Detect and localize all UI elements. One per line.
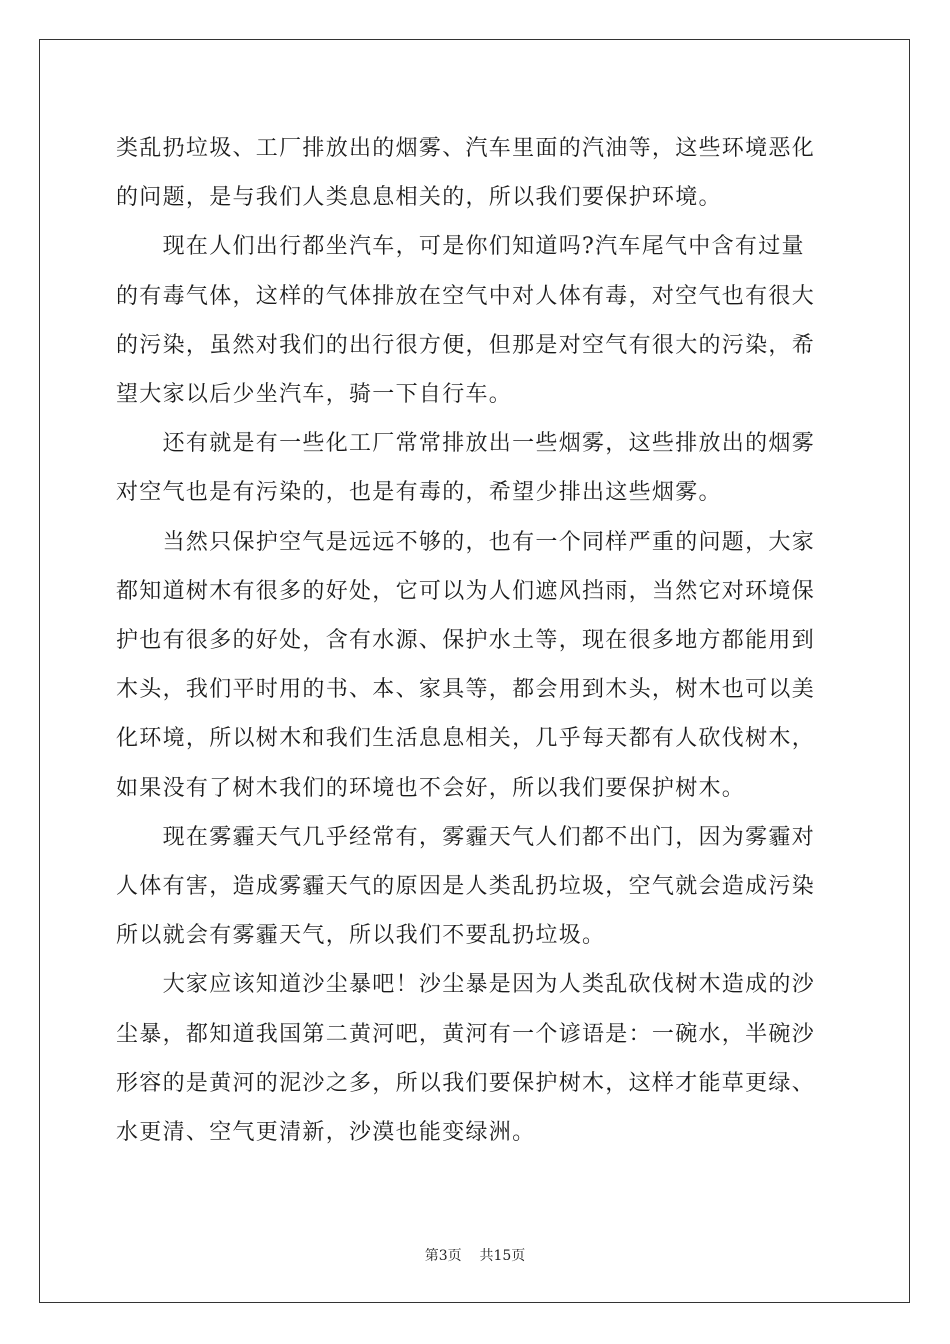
page-number: 第3页 <box>424 1248 462 1264</box>
footer-gap <box>462 1248 480 1264</box>
document-body <box>116 124 834 1157</box>
paragraph: 大家应该知道沙尘暴吧！沙尘暴是因为人类乱砍伐树木造成的沙 尘暴，都知道我国第二黄河吧，黄河有一个谚语是：一碗水，半碗沙 形容的是黄河的泥沙之多，所以我们要保护树木，这样才能草更绿、 水更清、空气更清新，沙漠也能变绿洲。 <box>116 972 816 1146</box>
paragraph: 现在雾霾天气几乎经常有，雾霾天气人们都不出门，因为雾霾对 人体有害，造成雾霾天气的原因是人类乱扔垃圾，空气就会造成污染 所以就会有雾霾天气，所以我们不要乱扔垃圾。 <box>116 824 816 949</box>
paragraph: 现在人们出行都坐汽车，可是你们知道吗?汽车尾气中含有过量 的有毒气体，这样的气体排放在空气中对人体有毒，对空气也有很大 的污染，虽然对我们的出行很方便，但那是对空气有很大的污染，希 望大家以后少坐汽车，骑一下自行车。 <box>116 234 816 408</box>
page-total: 共15页 <box>479 1248 526 1264</box>
paragraph: 当然只保护空气是远远不够的，也有一个同样严重的问题，大家 都知道树木有很多的好处，它可以为人们遮风挡雨，当然它对环境保 护也有很多的好处，含有水源、保护水土等，现在很多地方都能用到 木头，我们平时用的书、本、家具等，都会用到木头，树木也可以美 化环境，所以树木和我们生活息息相关，几乎每天都有人砍伐树木， 如果没有了树木我们的环境也不会好，所以我们要保护树木。 <box>116 529 816 801</box>
paragraph: 类乱扔垃圾、工厂排放出的烟雾、汽车里面的汽油等，这些环境恶化 的问题，是与我们人类息息相关的，所以我们要保护环境。 <box>116 136 816 211</box>
page-footer <box>0 1247 950 1265</box>
paragraph: 还有就是有一些化工厂常常排放出一些烟雾，这些排放出的烟雾 对空气也是有污染的，也是有毒的，希望少排出这些烟雾。 <box>116 431 816 506</box>
